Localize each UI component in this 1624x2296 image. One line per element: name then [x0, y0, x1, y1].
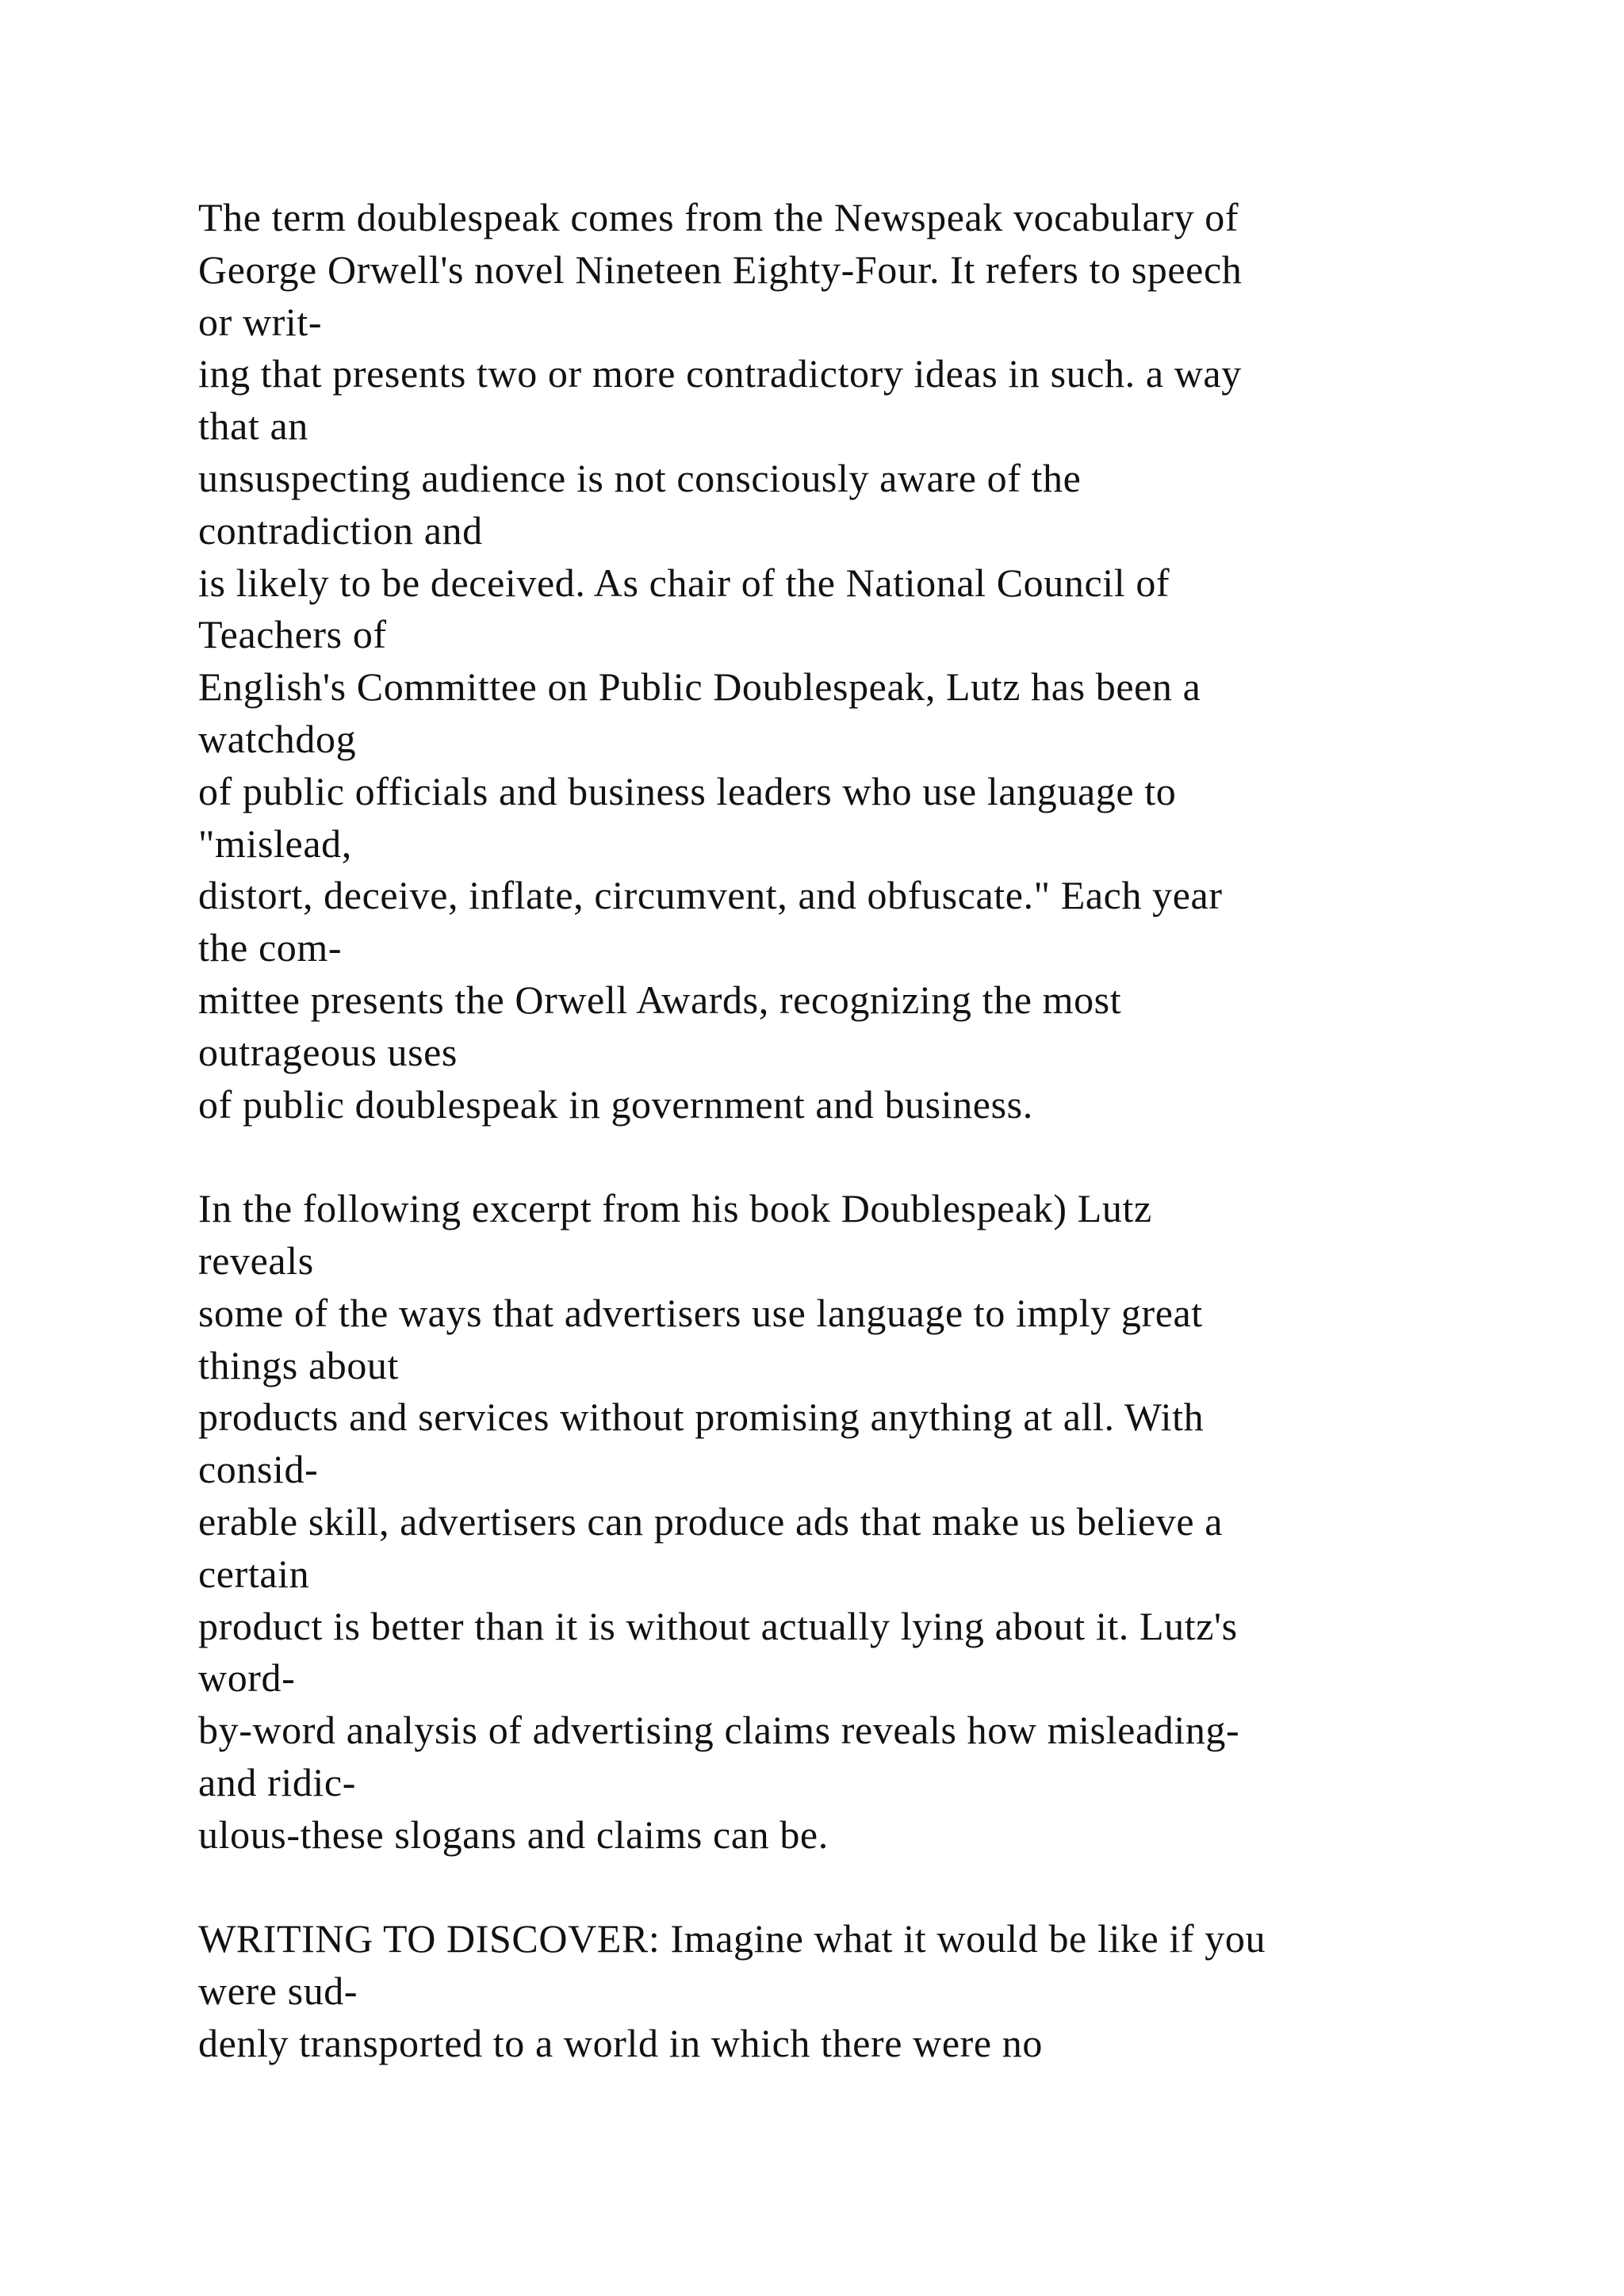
text-line: word- [198, 1655, 296, 1701]
text-line: Teachers of [198, 612, 387, 657]
text-line: or writ- [198, 299, 323, 344]
text-line: English's Committee on Public Doublespeak, Lutz has been a [198, 664, 1201, 710]
text-line: mittee presents the Orwell Awards, recognizing the most [198, 977, 1122, 1022]
paragraph-introduction [198, 192, 1546, 1131]
text-line: unsuspecting audience is not consciously aware of the [198, 455, 1082, 500]
text-line: erable skill, advertisers can produce ads that make us believe a [198, 1498, 1224, 1544]
text-line: that an [198, 404, 308, 449]
text-line: outrageous uses [198, 1029, 458, 1074]
text-line: contradiction and [198, 507, 483, 553]
text-line: ing that presents two or more contradictory ideas in such. a way [198, 351, 1242, 396]
text-line: products and services without promising anything at all. With [198, 1395, 1205, 1440]
text-line: ulous-these slogans and claims can be. [198, 1812, 829, 1857]
text-line: "mislead, [198, 821, 352, 866]
text-line: and ridic- [198, 1759, 356, 1804]
text-line: consid- [198, 1447, 319, 1492]
text-line: of public officials and business leaders who use language to [198, 768, 1177, 813]
paragraph-writing-prompt [198, 1913, 1546, 2069]
text-line: some of the ways that advertisers use language to imply great [198, 1290, 1203, 1335]
text-line: is likely to be deceived. As chair of the National Council of [198, 560, 1170, 605]
text-line: the com- [198, 925, 343, 970]
paragraph-spacer [198, 1862, 1546, 1914]
text-line: denly transported to a world in which there were no [198, 2020, 1043, 2065]
text-line: WRITING TO DISCOVER: Imagine what it would be like if you [198, 1916, 1266, 1961]
text-line: of public doublespeak in government and business. [198, 1081, 1033, 1127]
text-line: certain [198, 1551, 310, 1596]
document-body [198, 192, 1546, 2070]
paragraph-excerpt-summary [198, 1183, 1546, 1861]
text-line: reveals [198, 1238, 314, 1283]
text-line: things about [198, 1342, 400, 1387]
text-line: were sud- [198, 1969, 358, 2014]
text-line: The term doublespeak comes from the Newspeak vocabulary of [198, 195, 1239, 239]
text-line: George Orwell's novel Nineteen Eighty-Four. It refers to speech [198, 247, 1243, 292]
text-line: product is better than it is without actually lying about it. Lutz's [198, 1603, 1238, 1648]
text-line: distort, deceive, inflate, circumvent, and obfuscate." Each year [198, 873, 1223, 918]
text-line: by-word analysis of advertising claims reveals how misleading- [198, 1708, 1240, 1753]
paragraph-spacer [198, 1131, 1546, 1183]
text-line: In the following excerpt from his book Doublespeak) Lutz [198, 1186, 1152, 1231]
text-line: watchdog [198, 716, 357, 761]
